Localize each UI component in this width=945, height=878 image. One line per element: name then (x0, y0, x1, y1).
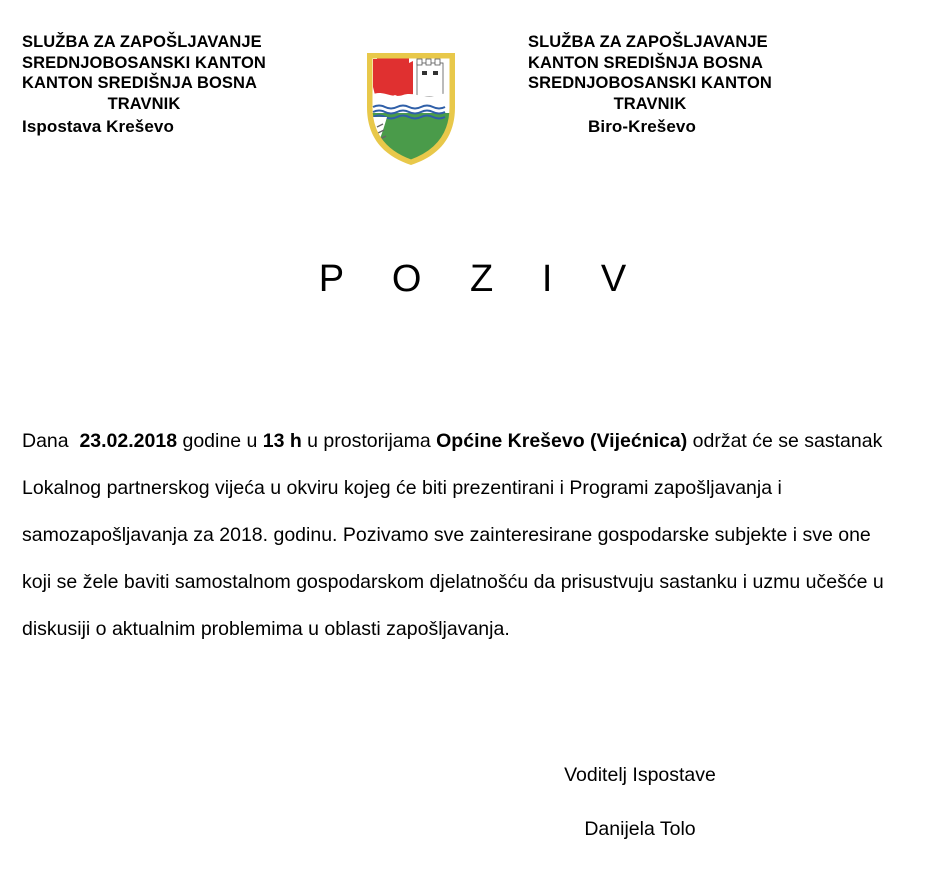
header-right-office: Biro-Kreševo (588, 117, 696, 136)
header-right-line-2: KANTON SREDIŠNJA BOSNA (528, 53, 764, 72)
header-right-line-1: SLUŽBA ZA ZAPOŠLJAVANJE (528, 33, 768, 51)
body-conn-1: godine u (177, 430, 263, 452)
body-conn-2: u prostorijama (301, 430, 437, 452)
header-block-right (528, 32, 772, 138)
signature-block (430, 752, 850, 853)
header-left-line-3: KANTON SREDIŠNJA BOSNA (22, 74, 258, 92)
header-block-left (22, 32, 266, 138)
header-left-line-1: SLUŽBA ZA ZAPOŠLJAVANJE (22, 33, 262, 51)
signatory-role: Voditelj Ispostave (564, 764, 716, 786)
body-remainder: održat će se sastanak Lokalnog partnerskog vijeća u okviru kojeg će biti prezentirani i Programi zapošljavanja i samozapošljavanja za 2018. godinu. Pozivamo sve zainteresirane gospodarske subjekte i sve one koji se žele baviti samostalnom gospodarskom djelatnošću da prisustvuju sastanku i uzmu učešće u diskusiji o aktualnim problemima u oblasti zapošljavanja. (22, 430, 884, 640)
event-venue: Općine Kreševo (Vijećnica) (436, 430, 688, 452)
signatory-name: Danijela Tolo (584, 818, 696, 840)
invitation-body (22, 418, 902, 653)
page-title: P O Z I V (318, 258, 646, 300)
header-left-line-2: SREDNJOBOSANSKI KANTON (22, 53, 266, 72)
header-left-line-4: TRAVNIK (107, 94, 181, 113)
body-intro: Dana (22, 430, 80, 452)
header-left-office: Ispostava Kreševo (22, 117, 174, 136)
event-date: 23.02.2018 (79, 430, 178, 452)
header-right-line-3: SREDNJOBOSANSKI KANTON (528, 74, 772, 92)
header-right-line-4: TRAVNIK (613, 94, 687, 113)
event-time: 13 h (262, 430, 302, 452)
document-header (0, 32, 945, 162)
coat-of-arms-icon (361, 49, 461, 167)
